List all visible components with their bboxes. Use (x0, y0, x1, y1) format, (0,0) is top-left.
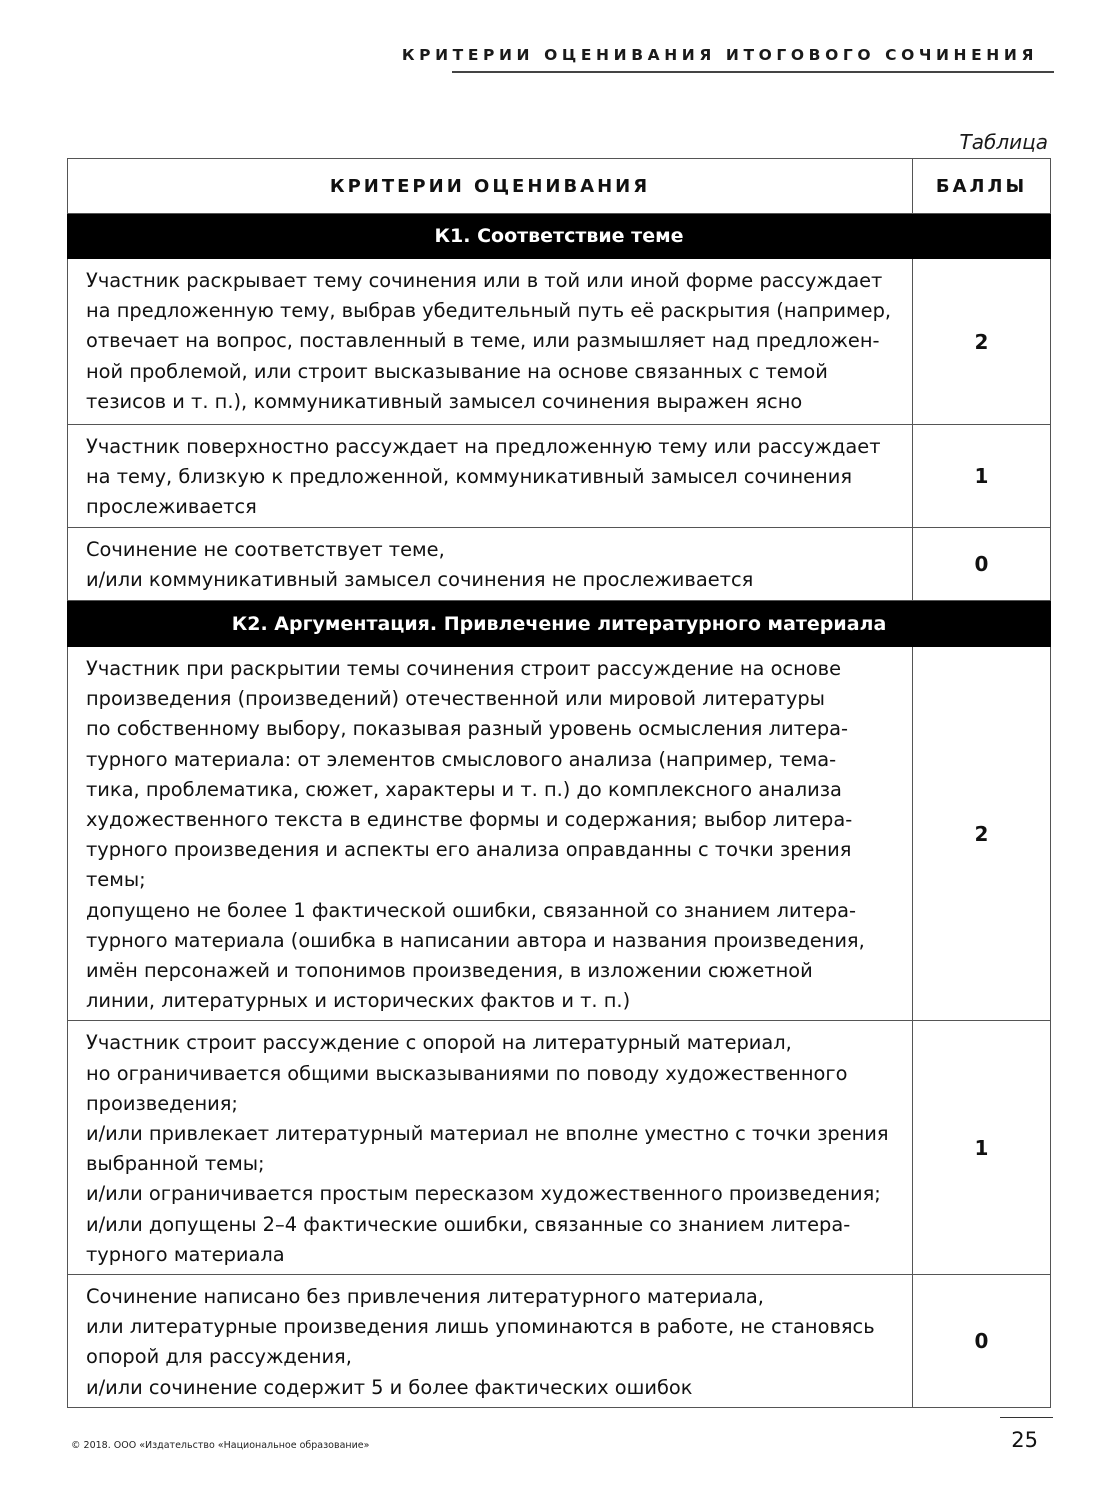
text-line: выбранной темы; (86, 1152, 265, 1176)
table-row (68, 1275, 1051, 1408)
footer-divider (1000, 1417, 1053, 1418)
text-line: темы; (86, 868, 146, 892)
text-line: турного произведения и аспекты его анализа оправданны с точки зрения (86, 838, 852, 862)
text-line: прослеживается (86, 495, 257, 519)
header-divider (452, 71, 1054, 73)
table-row (68, 425, 1051, 528)
text-line: произведения (произведений) отечественной или мировой литературы (86, 687, 825, 711)
text-line: по собственному выбору, показывая разный уровень осмысления литера- (86, 717, 849, 741)
text-line: Участник раскрывает тему сочинения или в той или иной форме рассуждает (86, 269, 883, 292)
table-row (68, 647, 1051, 1021)
text-line: турного материала: от элементов смыслового анализа (например, тема- (86, 747, 837, 771)
criterion-description (68, 647, 913, 1021)
column-header-criteria: КРИТЕРИИ ОЦЕНИВАНИЯ (68, 159, 913, 214)
text-line: ной проблемой, или строит высказывание на основе связанных с темой (86, 359, 828, 383)
score-value: 0 (913, 528, 1051, 601)
text-line: на предложенную тему, выбрав убедительный путь её раскрытия (например, (86, 299, 892, 323)
text-line: допущено не более 1 фактической ошибки, связанной со знанием литера- (86, 898, 857, 922)
column-header-points: БАЛЛЫ (913, 159, 1051, 214)
text-line: Участник строит рассуждение с опорой на литературный материал, (86, 1031, 792, 1055)
score-value: 2 (913, 259, 1051, 425)
text-line: турного материала (ошибка в написании автора и названия произведения, (86, 928, 865, 952)
score-value: 2 (913, 647, 1051, 1021)
text-line: линии, литературных и исторических фактов и т. п.) (86, 989, 631, 1013)
text-line: Участник поверхностно рассуждает на предложенную тему или рассуждает (86, 435, 881, 458)
text-line: или литературные произведения лишь упоминаются в работе, не становясь (86, 1315, 875, 1339)
table-row (68, 259, 1051, 425)
text-line: но ограничивается общими высказываниями по поводу художественного (86, 1061, 848, 1085)
text-line: и/или привлекает литературный материал не вполне уместно с точки зрения (86, 1122, 889, 1146)
table-row (68, 528, 1051, 601)
page-header-title: КРИТЕРИИ ОЦЕНИВАНИЯ ИТОГОВОГО СОЧИНЕНИЯ (401, 46, 1038, 64)
text-line: и/или сочинение содержит 5 и более фактических ошибок (86, 1375, 693, 1399)
criterion-description (68, 1021, 913, 1275)
text-line: и/или коммуникативный замысел сочинения не прослеживается (86, 568, 754, 592)
section-header-k2 (68, 601, 1051, 647)
text-line: художественного текста в единстве формы и содержания; выбор литера- (86, 808, 853, 832)
criterion-description (68, 528, 913, 601)
text-line: отвечает на вопрос, поставленный в теме, или размышляет над предложен- (86, 329, 880, 353)
text-line: на тему, близкую к предложенной, коммуникативный замысел сочинения (86, 465, 852, 489)
text-line: произведения; (86, 1091, 238, 1115)
table-header-row (68, 159, 1051, 214)
text-line: тика, проблематика, сюжет, характеры и т. п.) до комплексного анализа (86, 777, 842, 801)
score-value: 1 (913, 425, 1051, 528)
footer-copyright: © 2018. ООО «Издательство «Национальное образование» (71, 1440, 370, 1451)
criterion-description (68, 1275, 913, 1408)
table-row (68, 1021, 1051, 1275)
section-header-k1 (68, 214, 1051, 259)
page-number: 25 (1011, 1428, 1038, 1452)
score-value: 1 (913, 1021, 1051, 1275)
text-line: и/или ограничивается простым пересказом художественного произведения; (86, 1182, 881, 1206)
text-line: и/или допущены 2–4 фактические ошибки, связанные со знанием литера- (86, 1212, 851, 1236)
text-line: Сочинение написано без привлечения литературного материала, (86, 1285, 764, 1309)
text-line: турного материала (86, 1242, 285, 1266)
text-line: Сочинение не соответствует теме, (86, 538, 445, 561)
table-caption: Таблица (959, 130, 1048, 154)
section-title: К1. Соответствие теме (68, 214, 1051, 259)
criterion-description (68, 425, 913, 528)
text-line: имён персонажей и топонимов произведения, в изложении сюжетной (86, 959, 813, 983)
text-line: опорой для рассуждения, (86, 1345, 352, 1369)
section-title: К2. Аргументация. Привлечение литературного материала (68, 601, 1051, 647)
score-value: 0 (913, 1275, 1051, 1408)
criteria-table (67, 158, 1051, 1408)
criterion-description (68, 259, 913, 425)
text-line: Участник при раскрытии темы сочинения строит рассуждение на основе (86, 657, 841, 680)
text-line: тезисов и т. п.), коммуникативный замысел сочинения выражен ясно (86, 389, 803, 413)
